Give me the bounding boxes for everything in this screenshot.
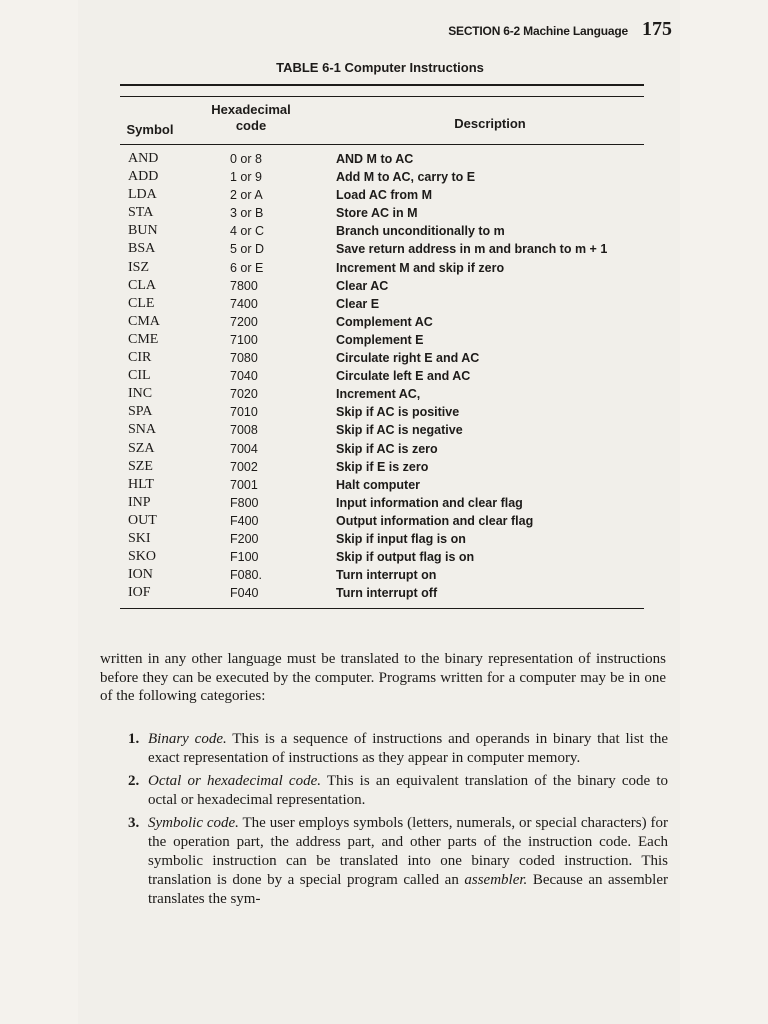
symbol-cell: STA [128,205,154,221]
item-text: This is an equivalent translation of the binary code to octal or hexadecimal representation. [148,773,668,808]
table-row [128,494,607,512]
list-item [128,814,668,909]
table-row [128,476,607,494]
hex-code-cell: 6 or E [230,260,264,275]
paragraph-text: written in any other language must be translated to the binary representation of instructions before they can be executed by the computer. Programs written for a computer may be in one of the following categories: [100,651,666,704]
instruction-table [128,150,607,602]
symbol-cell: CMA [128,313,160,329]
hex-code-cell: 5 or D [230,242,265,257]
table-top-rule-2 [120,96,644,97]
hex-code-cell: F200 [230,531,259,546]
category-list [128,730,668,913]
header-symbol: Symbol [126,122,174,137]
table-bottom-rule [120,608,644,609]
hex-code-cell: 7008 [230,423,258,438]
hex-code-cell: F400 [230,513,259,528]
description-cell: Skip if output flag is on [336,550,475,565]
symbol-cell: LDA [128,187,157,203]
symbol-cell: CME [128,331,159,347]
page-number: 175 [642,18,672,40]
item-term: Octal or hexadecimal code. [148,773,321,789]
hex-code-cell: 0 or 8 [230,152,262,166]
description-cell: Turn interrupt on [336,568,437,583]
description-cell: Turn interrupt off [336,586,438,601]
table-row [128,168,607,186]
table-row [128,566,607,584]
description-cell: Complement AC [336,314,433,329]
header-rule [120,144,644,145]
symbol-cell: ION [128,567,153,583]
symbol-cell: CIL [128,368,151,384]
table-row [128,367,607,385]
table-top-rule [120,84,644,86]
running-head [334,18,672,48]
symbol-cell: SKI [128,530,151,546]
hex-code-cell: 7010 [230,405,258,420]
description-cell: Skip if AC is zero [336,441,438,456]
table-row [128,295,607,313]
hex-code-cell: 7100 [230,332,258,347]
item-text-continued: Because an assembler translates the sym- [148,872,668,907]
item-text: The user employs symbols (letters, numerals, or special characters) for the operation part, the address part, and other parts of the instruction code. Each symbolic instruction can be translated into one binary coded instruction. This translation is done by a special program called an [148,815,668,888]
item-text: This is a sequence of instructions and operands in binary that list the exact representation of instructions as they appear in computer memory. [148,731,669,766]
symbol-cell: HLT [128,476,154,492]
description-cell: Skip if input flag is on [336,531,466,546]
table-row [128,150,607,168]
hex-code-cell: 7001 [230,477,258,492]
table-row [128,277,607,295]
description-cell: Branch unconditionally to m [336,224,505,239]
symbol-cell: SZE [128,458,153,474]
symbol-cell: OUT [128,512,157,528]
table-row [128,186,607,204]
table-row [128,222,607,240]
hex-code-cell: F040 [230,586,259,601]
table-row [128,204,607,222]
table-row [128,512,607,530]
body-paragraph [100,650,666,706]
item-number: 1. [128,731,140,747]
item-term: Symbolic code. [148,815,239,831]
symbol-cell: INC [128,386,153,402]
hex-code-cell: 7800 [230,278,258,293]
item-term-assembler: assembler. [464,872,528,888]
table-row [128,385,607,403]
header-hex: Hexadecimal code [211,102,291,133]
description-cell: Store AC in M [336,206,418,221]
description-cell: Add M to AC, carry to E [336,170,476,185]
hex-code-cell: 7400 [230,296,258,311]
description-cell: Circulate left E and AC [336,369,471,384]
description-cell: Increment M and skip if zero [336,260,505,275]
description-cell: Skip if AC is negative [336,423,463,438]
table-row [128,259,607,277]
symbol-cell: CLA [128,277,156,293]
table-row [128,584,607,602]
table-row [128,403,607,421]
hex-code-cell: 7040 [230,369,258,384]
description-cell: Clear AC [336,278,389,293]
hex-code-cell: 7002 [230,459,258,474]
hex-code-cell: F100 [230,550,259,565]
description-cell: Halt computer [336,477,421,492]
hex-code-cell: 4 or C [230,224,265,239]
section-title: SECTION 6-2 Machine Language [448,24,628,38]
description-cell: Complement E [336,332,424,347]
symbol-cell: SZA [128,440,155,456]
hex-code-cell: 7020 [230,387,258,402]
description-cell: Skip if E is zero [336,459,429,474]
symbol-cell: CIR [128,350,152,366]
table-row [128,240,607,258]
list-item [128,730,668,768]
table-row [128,421,607,439]
item-term: Binary code. [148,731,227,747]
symbol-cell: SKO [128,549,157,565]
table-title: TABLE 6-1 Computer Instructions [276,60,484,75]
description-cell: Input information and clear flag [336,495,523,510]
description-cell: AND M to AC [336,152,414,166]
table-row [128,548,607,566]
table-row [128,458,607,476]
hex-code-cell: F800 [230,495,259,510]
description-cell: Increment AC, [336,387,421,402]
description-cell: Output information and clear flag [336,513,534,528]
table-row [128,440,607,458]
list-item [128,772,668,810]
symbol-cell: BSA [128,241,156,257]
table-row [128,349,607,367]
symbol-cell: CLE [128,295,155,311]
table-row [128,313,607,331]
table-row [128,331,607,349]
hex-code-cell: 3 or B [230,206,264,221]
hex-code-cell: 7080 [230,351,258,366]
hex-code-cell: 2 or A [230,188,263,203]
description-cell: Load AC from M [336,188,433,203]
symbol-cell: BUN [128,223,158,239]
symbol-cell: ISZ [128,259,149,275]
symbol-cell: SPA [128,404,153,420]
hex-code-cell: 1 or 9 [230,170,262,185]
symbol-cell: INP [128,494,151,510]
table-row [128,530,607,548]
description-cell: Save return address in m and branch to m + 1 [336,242,608,257]
hex-code-cell: F080. [230,568,262,583]
item-number: 2. [128,773,140,789]
item-number: 3. [128,815,140,831]
description-cell: Skip if AC is positive [336,405,460,420]
description-cell: Clear E [336,296,380,311]
symbol-cell: IOF [128,585,151,601]
symbol-cell: AND [128,151,159,166]
hex-code-cell: 7004 [230,441,258,456]
description-cell: Circulate right E and AC [336,351,480,366]
header-description: Description [454,116,526,131]
symbol-cell: SNA [128,422,157,438]
symbol-cell: ADD [128,169,159,185]
hex-code-cell: 7200 [230,314,258,329]
